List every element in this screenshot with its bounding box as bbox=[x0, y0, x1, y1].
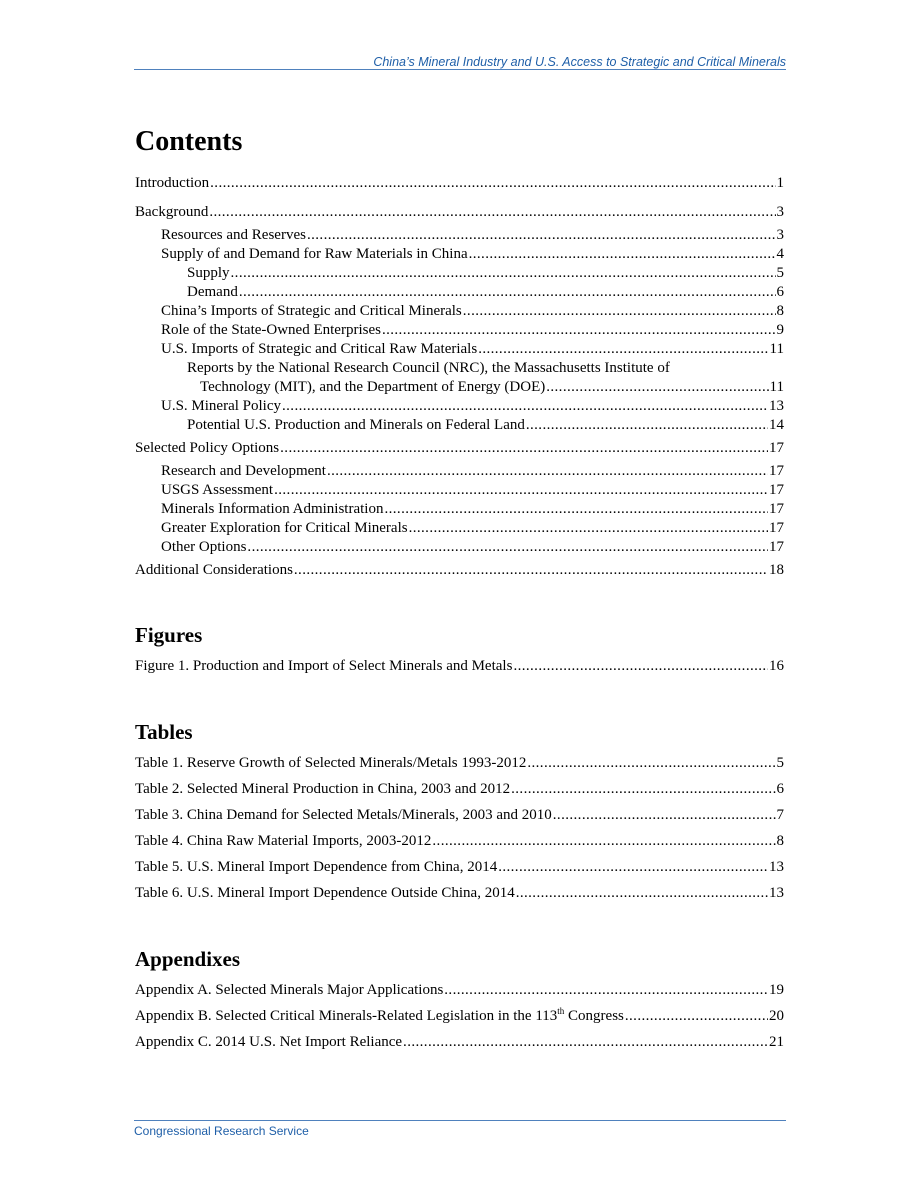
toc-entry-policy-options[interactable]: Selected Policy Options ..... 17 bbox=[135, 439, 784, 458]
toc-entry-minerals-information[interactable]: Minerals Information Administration ..... 17 bbox=[135, 500, 784, 519]
table-entry[interactable]: Table 3. China Demand for Selected Metals/Minerals, 2003 and 2010 ..... 7 bbox=[135, 806, 784, 825]
toc-entry-greater-exploration[interactable]: Greater Exploration for Critical Minerals ..... 17 bbox=[135, 519, 784, 538]
toc-entry-resources-and-reserves[interactable]: Resources and Reserves ..... 3 bbox=[135, 226, 784, 245]
page-number: 17 bbox=[769, 440, 784, 456]
running-header bbox=[134, 53, 786, 70]
page-number: 20 bbox=[769, 1008, 784, 1024]
page-number: 17 bbox=[769, 482, 784, 498]
page-number: 8 bbox=[776, 303, 784, 319]
page-number: 18 bbox=[769, 562, 784, 578]
toc-entry-usgs-assessment[interactable]: USGS Assessment ..... 17 bbox=[135, 481, 784, 500]
figure-entry[interactable]: Figure 1. Production and Import of Select Minerals and Metals ..... 16 bbox=[135, 657, 784, 676]
page-number: 5 bbox=[776, 755, 784, 771]
toc-entry-demand[interactable]: Demand ..... 6 bbox=[135, 283, 784, 302]
footer-org: Congressional Research Service bbox=[134, 1124, 309, 1138]
page-number: 17 bbox=[769, 520, 784, 536]
running-title: China’s Mineral Industry and U.S. Access to Strategic and Critical Minerals bbox=[373, 55, 786, 69]
toc-entry-us-mineral-policy[interactable]: U.S. Mineral Policy ..... 13 bbox=[135, 397, 784, 416]
appendix-entry[interactable]: Appendix C. 2014 U.S. Net Import Reliance ..... 21 bbox=[135, 1033, 784, 1052]
toc-entry-state-owned-enterprises[interactable]: Role of the State-Owned Enterprises ..... 9 bbox=[135, 321, 784, 340]
figures-heading: Figures bbox=[135, 623, 203, 647]
page-number: 21 bbox=[769, 1034, 784, 1050]
page-number: 3 bbox=[776, 227, 784, 243]
toc-entry-introduction[interactable]: Introduction ..... 1 bbox=[135, 174, 784, 193]
contents-heading: Contents bbox=[135, 126, 243, 157]
page-number: 9 bbox=[776, 322, 784, 338]
table-entry[interactable]: Table 4. China Raw Material Imports, 2003-2012 ..... 8 bbox=[135, 832, 784, 851]
page-number: 17 bbox=[769, 539, 784, 555]
table-entry[interactable]: Table 1. Reserve Growth of Selected Minerals/Metals 1993-2012 ..... 5 bbox=[135, 754, 784, 773]
appendixes-heading: Appendixes bbox=[135, 947, 241, 971]
page-number: 6 bbox=[776, 284, 784, 300]
tables-heading: Tables bbox=[135, 720, 193, 744]
toc-entry-china-imports[interactable]: China’s Imports of Strategic and Critical Minerals ..... 8 bbox=[135, 302, 784, 321]
page-number: 17 bbox=[769, 463, 784, 479]
page-number: 13 bbox=[769, 859, 784, 875]
table-of-contents bbox=[135, 124, 784, 1052]
appendix-entry[interactable]: Appendix A. Selected Minerals Major Applications ..... 19 bbox=[135, 981, 784, 1000]
toc-entry-research-development[interactable]: Research and Development ..... 17 bbox=[135, 462, 784, 481]
table-entry[interactable]: Table 5. U.S. Mineral Import Dependence from China, 2014 ..... 13 bbox=[135, 858, 784, 877]
toc-entry-reports[interactable]: Reports by the National Research Council (NRC), the Massachusetts Institute of Technology (MIT), and the Department of Energy (DOE) ..... 11 bbox=[135, 359, 784, 397]
page-number: 13 bbox=[769, 398, 784, 414]
appendix-entry[interactable]: Appendix B. Selected Critical Minerals-Related Legislation in the 113th Congress ..... 20 bbox=[135, 1007, 784, 1026]
table-entry[interactable]: Table 6. U.S. Mineral Import Dependence Outside China, 2014 ..... 13 bbox=[135, 884, 784, 903]
page-footer bbox=[134, 1120, 786, 1138]
toc-entry-supply[interactable]: Supply ..... 5 bbox=[135, 264, 784, 283]
page-number: 3 bbox=[776, 204, 784, 220]
page-number: 19 bbox=[769, 982, 784, 998]
page-number: 7 bbox=[776, 807, 784, 823]
page-number: 14 bbox=[769, 417, 784, 433]
toc-entry-us-imports[interactable]: U.S. Imports of Strategic and Critical Raw Materials ..... 11 bbox=[135, 340, 784, 359]
toc-entry-supply-and-demand[interactable]: Supply of and Demand for Raw Materials in China ..... 4 bbox=[135, 245, 784, 264]
toc-entry-federal-land[interactable]: Potential U.S. Production and Minerals on Federal Land ..... 14 bbox=[135, 416, 784, 435]
toc-entry-additional-considerations[interactable]: Additional Considerations ..... 18 bbox=[135, 561, 784, 580]
page-number: 16 bbox=[769, 658, 784, 674]
page-number: 5 bbox=[776, 265, 784, 281]
page-number: 17 bbox=[769, 501, 784, 517]
page-number: 8 bbox=[776, 833, 784, 849]
toc-entry-background[interactable]: Background ..... 3 bbox=[135, 203, 784, 222]
page-number: 4 bbox=[776, 246, 784, 262]
page-number: 6 bbox=[776, 781, 784, 797]
toc-entry-other-options[interactable]: Other Options ..... 17 bbox=[135, 538, 784, 557]
table-entry[interactable]: Table 2. Selected Mineral Production in China, 2003 and 2012 ..... 6 bbox=[135, 780, 784, 799]
page-number: 13 bbox=[769, 885, 784, 901]
page-number: 11 bbox=[769, 341, 784, 357]
page-number: 11 bbox=[769, 379, 784, 395]
page-number: 1 bbox=[776, 175, 784, 191]
